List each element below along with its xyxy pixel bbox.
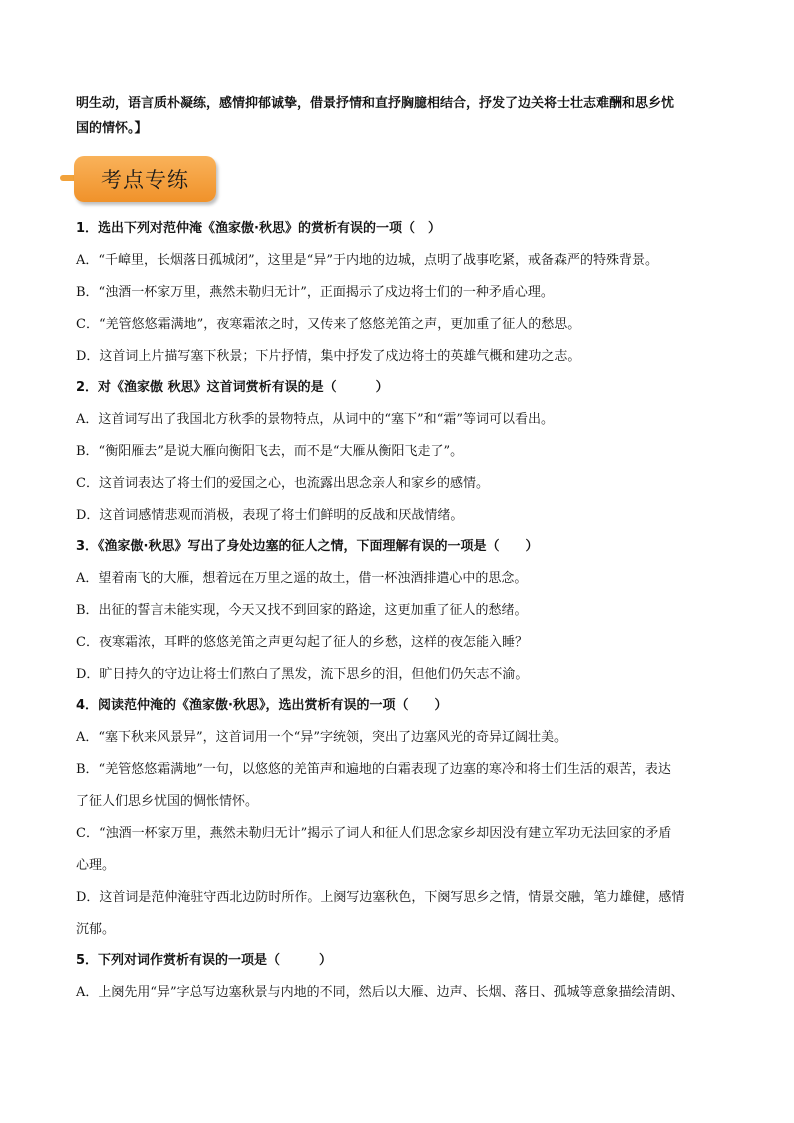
intro-line-1: 明生动，语言质朴凝练，感情抑郁诚挚，借景抒情和直抒胸臆相结合，抒发了边关将士壮志难酬和思乡忧 bbox=[76, 96, 675, 111]
question-4-stem: 4．阅读范仲淹的《渔家傲·秋思》，选出赏析有误的一项（ ） bbox=[76, 698, 448, 713]
question-2-stem: 2．对《渔家傲 秋思》这首词赏析有误的是（ ） bbox=[76, 380, 389, 395]
question-2-option-c: C．这首词表达了将士们的爱国之心，也流露出思念亲人和家乡的感情。 bbox=[76, 476, 489, 491]
question-5-stem: 5．下列对词作赏析有误的一项是（ ） bbox=[76, 953, 333, 968]
question-4-option-c-line-2: 心理。 bbox=[76, 858, 116, 873]
question-3-option-d: D．旷日持久的守边让将士们熬白了黑发，流下思乡的泪，但他们仍矢志不渝。 bbox=[76, 667, 529, 682]
question-4-option-a: A．“塞下秋来风景异”，这首词用一个“异”字统领，突出了边塞风光的奇异辽阔壮美。 bbox=[76, 730, 567, 745]
question-2-option-a: A．这首词写出了我国北方秋季的景物特点，从词中的“塞下”和“霜”等词可以看出。 bbox=[76, 412, 554, 427]
question-4-option-b-line-1: B．“羌管悠悠霜满地”一句，以悠悠的羌笛声和遍地的白霜表现了边塞的寒冷和将士们生活的艰苦，表达 bbox=[76, 762, 671, 777]
intro-line-2: 国的情怀。】 bbox=[76, 121, 148, 136]
question-4-option-b-line-2: 了征人们思乡忧国的惆怅情怀。 bbox=[76, 794, 259, 809]
question-1-option-a: A．“千嶂里，长烟落日孤城闭”，这里是“异”于内地的边城，点明了战事吃紧，戒备森严的特殊背景。 bbox=[76, 253, 658, 268]
question-1-option-b: B．“浊酒一杯家万里，燕然未勒归无计”，正面揭示了戍边将士们的一种矛盾心理。 bbox=[76, 285, 554, 300]
question-3-option-c: C．夜寒霜浓，耳畔的悠悠羌笛之声更勾起了征人的乡愁，这样的夜怎能入睡？ bbox=[76, 635, 528, 650]
question-2-option-b: B．“衡阳雁去”是说大雁向衡阳飞去，而不是“大雁从衡阳飞走了”。 bbox=[76, 444, 464, 459]
question-3-option-b: B．出征的誓言未能实现，今天又找不到回家的路途，这更加重了征人的愁绪。 bbox=[76, 603, 528, 618]
question-5-option-a: A．上阕先用“异”字总写边塞秋景与内地的不同，然后以大雁、边声、长烟、落日、孤城等意象描绘清朗、 bbox=[76, 985, 684, 1000]
question-2-option-d: D．这首词感情悲观而消极，表现了将士们鲜明的反战和厌战情绪。 bbox=[76, 508, 464, 523]
question-1-option-c: C．“羌管悠悠霜满地”，夜寒霜浓之时，又传来了悠悠羌笛之声，更加重了征人的愁思。 bbox=[76, 317, 581, 332]
question-4-option-c-line-1: C．“浊酒一杯家万里，燕然未勒归无计”揭示了词人和征人们思念家乡却因没有建立军功无法回家的矛盾 bbox=[76, 826, 672, 841]
question-4-option-d-line-2: 沉郁。 bbox=[76, 922, 116, 937]
question-1-stem: 1．选出下列对范仲淹《渔家傲·秋思》的赏析有误的一项（ ） bbox=[76, 221, 441, 236]
question-3-stem: 3．《渔家傲·秋思》写出了身处边塞的征人之情，下面理解有误的一项是（ ） bbox=[76, 539, 539, 554]
question-1-option-d: D．这首词上片描写塞下秋景；下片抒情，集中抒发了戍边将士的英雄气概和建功之志。 bbox=[76, 349, 581, 364]
question-4-option-d-line-1: D．这首词是范仲淹驻守西北边防时所作。上阕写边塞秋色，下阕写思乡之情，情景交融，笔力雄健，感情 bbox=[76, 890, 685, 905]
section-badge-label: 考点专练 bbox=[74, 156, 216, 202]
section-badge bbox=[60, 156, 260, 206]
question-3-option-a: A．望着南飞的大雁，想着远在万里之遥的故土，借一杯浊酒排遣心中的思念。 bbox=[76, 571, 528, 586]
